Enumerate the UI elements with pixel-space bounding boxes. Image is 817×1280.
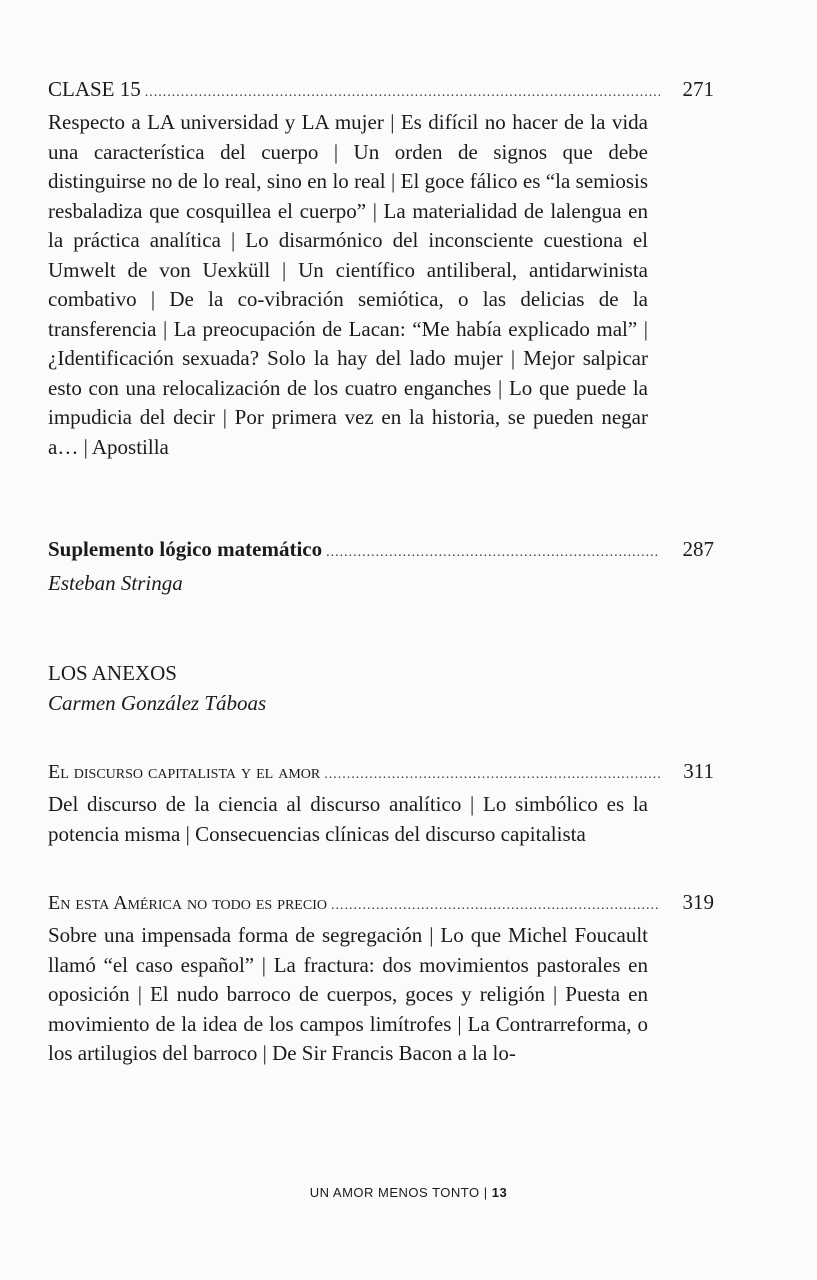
toc-entry-suplemento	[48, 534, 714, 568]
dot-leader	[331, 891, 660, 921]
entry-title: En esta América no todo es precio	[48, 892, 327, 914]
running-title: UN AMOR MENOS TONTO	[309, 1185, 480, 1200]
toc-entry-discurso-capitalista	[48, 756, 714, 790]
entry-page-number: 319	[682, 890, 714, 914]
toc-entry-america	[48, 887, 714, 921]
entry-description: Del discurso de la ciencia al discurso analítico | Lo simbólico es la potencia misma | Consecuencias clínicas del discurso capitalista	[48, 792, 648, 846]
entry-title: Suplemento lógico matemático	[48, 537, 323, 561]
entry-description: Sobre una impensada forma de segregación | Lo que Michel Foucault llamó “el caso español” | La fractura: dos movimientos pastorales en oposición | El nudo barroco de cuerpos, goces y religión | Puesta en movimiento de la idea de los campos limítrofes | La Contrarreforma, o los artilugios del barroco | De Sir Francis Bacon a la lo-	[48, 923, 648, 1065]
section-title: LOS ANEXOS	[48, 661, 177, 685]
entry-page-number: 271	[682, 77, 714, 101]
entry-author: Esteban Stringa	[48, 571, 183, 595]
dot-leader	[324, 760, 660, 790]
footer-separator: |	[483, 1185, 488, 1200]
entry-description: Respecto a LA universidad y LA mujer | Es difícil no hacer de la vida una característica del cuerpo | Un orden de signos que debe distinguirse no de lo real, sino en lo real | El goce fálico es “la semiosis resbaladiza que cosquillea el cuerpo” | La materialidad de lalengua en la práctica analítica | Lo disarmónico del inconsciente cuestiona el Umwelt de von Uexküll | Un científico antiliberal, antidarwinista combativo | De la co-vibración semiótica, o las delicias de la transferencia | La preocupación de Lacan: “Me había explicado mal” | ¿Identificación sexuada? Solo la hay del lado mujer | Mejor salpicar esto con una relocalización de los cuatro enganches | Lo que puede la impudicia del decir | Por primera vez en la historia, se pueden negar a… | Apostilla	[48, 110, 648, 459]
page-footer	[0, 1185, 817, 1200]
entry-page-number: 287	[682, 537, 714, 561]
entry-page-number: 311	[683, 759, 714, 783]
table-of-contents	[48, 74, 714, 1069]
dot-leader	[326, 538, 660, 568]
dot-leader	[145, 78, 660, 108]
toc-entry-clase-15	[48, 74, 714, 108]
entry-title: CLASE 15	[48, 77, 141, 101]
folio: 13	[491, 1185, 508, 1200]
section-author: Carmen González Táboas	[48, 691, 267, 715]
entry-title: El discurso capitalista y el amor	[48, 761, 321, 783]
